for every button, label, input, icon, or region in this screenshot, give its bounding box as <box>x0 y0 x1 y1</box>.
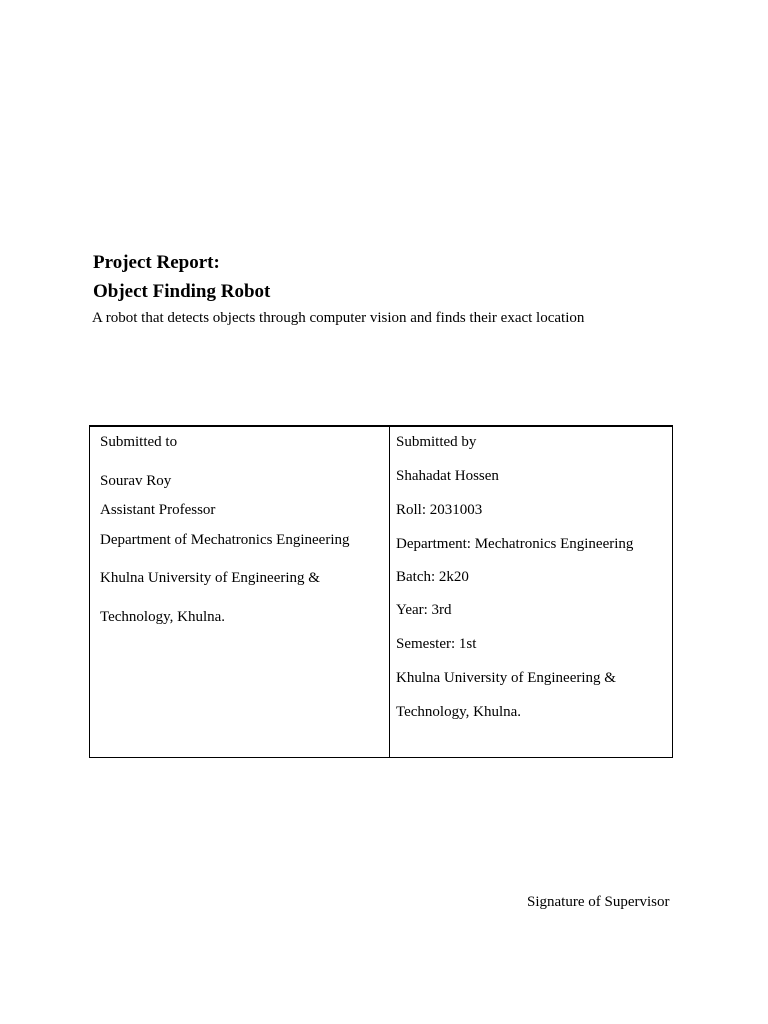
submitted-to-heading: Submitted to <box>100 434 178 450</box>
project-subtitle: A robot that detects objects through computer vision and finds their exact location <box>92 310 585 326</box>
student-semester: Semester: 1st <box>396 636 477 652</box>
supervisor-department: Department of Mechatronics Engineering <box>100 532 350 548</box>
student-department: Department: Mechatronics Engineering <box>396 536 634 552</box>
supervisor-name: Sourav Roy <box>100 473 172 489</box>
student-name: Shahadat Hossen <box>396 468 499 484</box>
student-batch: Batch: 2k20 <box>396 569 469 585</box>
supervisor-signature-label: Signature of Supervisor <box>527 894 670 910</box>
student-roll: Roll: 2031003 <box>396 502 483 518</box>
supervisor-designation: Assistant Professor <box>100 502 216 518</box>
report-type-title: Project Report: <box>93 252 220 273</box>
student-university-line1: Khulna University of Engineering & <box>396 670 616 686</box>
table-column-divider <box>389 427 390 757</box>
project-title: Object Finding Robot <box>93 281 271 302</box>
student-year: Year: 3rd <box>396 602 452 618</box>
student-university-line2: Technology, Khulna. <box>396 704 522 720</box>
supervisor-university-line1: Khulna University of Engineering & <box>100 570 320 586</box>
supervisor-university-line2: Technology, Khulna. <box>100 609 226 625</box>
submitted-by-heading: Submitted by <box>396 434 477 450</box>
submission-info-table <box>89 425 673 758</box>
